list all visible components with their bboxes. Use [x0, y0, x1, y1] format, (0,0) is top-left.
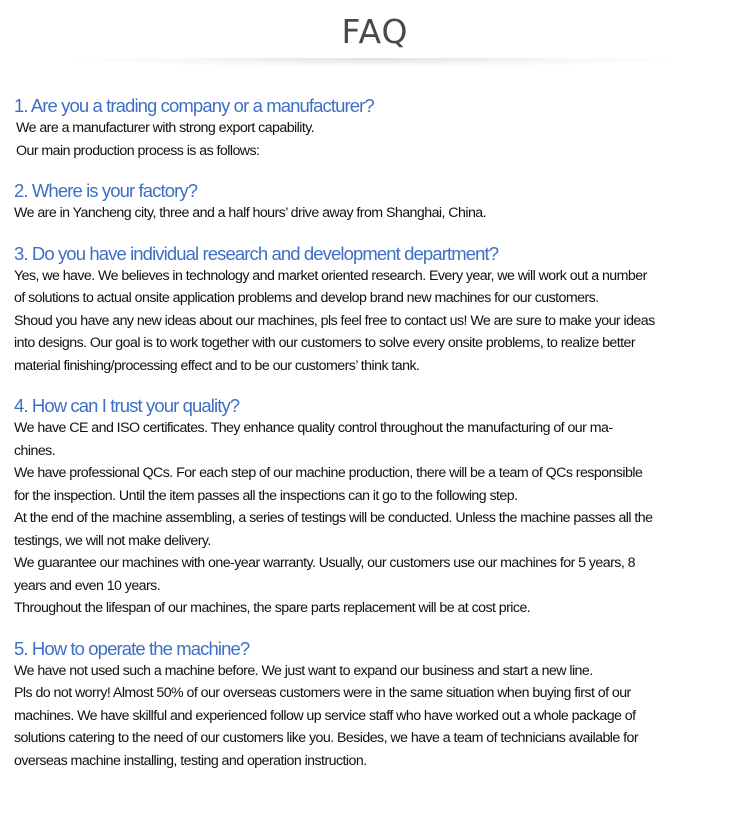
faq-answer-line: We have not used such a machine before. We just want to expand our business and start a new line.	[14, 662, 593, 679]
faq-item-5	[14, 638, 736, 773]
faq-answer-line: testings, we will not make delivery.	[14, 532, 211, 549]
faq-item-1	[14, 95, 736, 162]
faq-answer-line: At the end of the machine assembling, a series of testings will be conducted. Unless the machine passes all the	[14, 510, 653, 526]
faq-question-4: 4. How can I trust your quality?	[14, 395, 240, 416]
faq-answer-line: chines.	[14, 442, 56, 459]
faq-item-4	[14, 395, 736, 620]
faq-question-1: 1. Are you a trading company or a manufacturer?	[14, 95, 374, 116]
faq-question-3: 3. Do you have individual research and development department?	[14, 242, 499, 264]
faq-answer-line: of solutions to actual onsite application problems and develop brand new machines for our customers.	[14, 290, 599, 306]
faq-item-3	[14, 243, 736, 378]
faq-answer-line: Throughout the lifespan of our machines, the spare parts replacement will be at cost price.	[14, 600, 531, 616]
faq-answer-line: overseas machine installing, testing and operation instruction.	[14, 752, 367, 769]
faq-answer-line: We have professional QCs. For each step of our machine production, there will be a team of QCs responsible	[14, 465, 643, 481]
page-title: FAQ	[341, 12, 409, 51]
faq-answer-line: machines. We have skillful and experienced follow up service staff who have worked out a whole package of	[14, 707, 636, 724]
faq-answer-line: We are a manufacturer with strong export capability.	[16, 120, 315, 136]
faq-answer-line: We have CE and ISO certificates. They enhance quality control throughout the manufacturing of our ma-	[14, 420, 613, 436]
header-divider-shadow	[60, 58, 690, 68]
faq-answer-line: Shoud you have any new ideas about our machines, pls feel free to contact us! We are sure to make your ideas	[14, 312, 655, 329]
faq-answer-line: Pls do not worry! Almost 50% of our overseas customers were in the same situation when buying first of our	[14, 685, 631, 701]
faq-header	[0, 0, 750, 75]
faq-answer-line: material finishing/processing effect and to be our customers’ think tank.	[14, 357, 420, 374]
faq-list	[14, 95, 736, 790]
faq-answer-line: into designs. Our goal is to work together with our customers to solve every onsite problems, to realize better	[14, 335, 636, 351]
faq-answer-line: Yes, we have. We believes in technology and market oriented research. Every year, we will work out a number	[14, 267, 647, 284]
faq-answer-line: for the inspection. Until the item passes all the inspections can it go to the following step.	[14, 487, 518, 504]
faq-question-5: 5. How to operate the machine?	[14, 637, 250, 659]
faq-answer-line: We are in Yancheng city, three and a half hours’ drive away from Shanghai, China.	[14, 205, 487, 221]
faq-answer-line: Our main production process is as follows:	[16, 142, 260, 159]
faq-question-2: 2. Where is your factory?	[14, 180, 198, 201]
faq-answer-line: We guarantee our machines with one-year warranty. Usually, our customers use our machines for 5 years, 8	[14, 555, 635, 571]
faq-answer-line: solutions catering to the need of our customers like you. Besides, we have a team of technicians available for	[14, 730, 639, 746]
faq-answer-line: years and even 10 years.	[14, 577, 161, 594]
faq-item-2	[14, 180, 736, 225]
